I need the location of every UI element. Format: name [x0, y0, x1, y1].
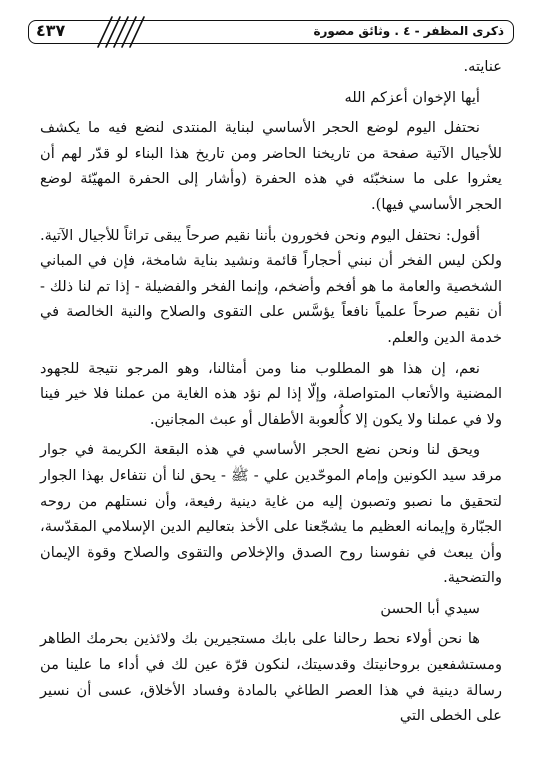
decorative-slashes-icon — [90, 16, 150, 48]
paragraph: نعم، إن هذا هو المطلوب منا ومن أمثالنا، وهو المرجو نتيجة للجهود المضنية والأتعاب المتواصلة، وإلّا إذا لم نؤد هذه الغاية من عملنا فلا خير فينا ولا في عملنا ولا يكون إلا كأُلعوبة الأطفال أو عبث المجانين. — [40, 359, 502, 428]
paragraph: عنايته. — [463, 58, 502, 75]
address-heading: أيها الإخوان أعزكم الله — [344, 88, 480, 106]
address-heading: سيدي أبا الحسن — [380, 599, 480, 617]
page-header — [28, 20, 514, 46]
page-number: ٤٣٧ — [36, 21, 66, 40]
paragraph: نحتفل اليوم لوضع الحجر الأساسي لبناية المنتدى لنضع فيه ما يكشف للأجيال الآتية صفحة من تاريخنا الحاضر ومن تاريخ هذا البناء لو قدّر لهم أن يعثروا على ما سنخبّئه في هذه الحفرة (وأشار إلى الحفرة المهيّئة لوضع الحجر الأساسي فيها). — [40, 119, 502, 213]
paragraph: ويحق لنا ونحن نضع الحجر الأساسي في هذه البقعة الكريمة في جوار مرقد سيد الكونين وإمام الموحّدين علي - ﷺ - يحق لنا أن نتفاءل بهذا الجوار لتحقيق ما نصبو وتصبون إليه من غاية دينية رفيعة، وأن نستلهم من روحه الجبّارة وإيمانه العظيم ما يشجّعنا على الأخذ بتعاليم الدين الإسلامي المقدّسة، وأن يبعث في نفوسنا روح الصدق والإخلاص والتقوى والصلاح وقوة الإيمان والتضحية. — [40, 441, 502, 587]
paragraph: أقول: نحتفل اليوم ونحن فخورون بأننا نقيم صرحاً يبقى تراثاً للأجيال الآتية. ولكن ليس الفخر أن نبني أحجاراً قائمة ونشيد بناية شامخة، فإن في المباني الشخصية والعامة ما هو أفخم وأضخم، وإنما الفخر والفضيلة - إذا تم لنا ذلك - أن نقيم صرحاً علمياً نافعاً يؤسَّس على التقوى والصلاح والنية الخالصة في خدمة الدين والعلم. — [40, 226, 502, 346]
paragraph: ها نحن أولاء نحط رحالنا على بابك مستجيرين بك ولائذين بحرمك الطاهر ومستشفعين بروحانيتك وقدسيتك، لنكون قرّة عين لك في أداء ما علينا من رسالة دينية في هذا العصر الطاغي بالمادة وفساد الأخلاق، عسى أن نسير على الخطى التي — [40, 630, 502, 725]
running-title: ذكرى المظفر - ٤ . وثائق مصورة — [313, 24, 504, 38]
document-body — [40, 54, 502, 729]
